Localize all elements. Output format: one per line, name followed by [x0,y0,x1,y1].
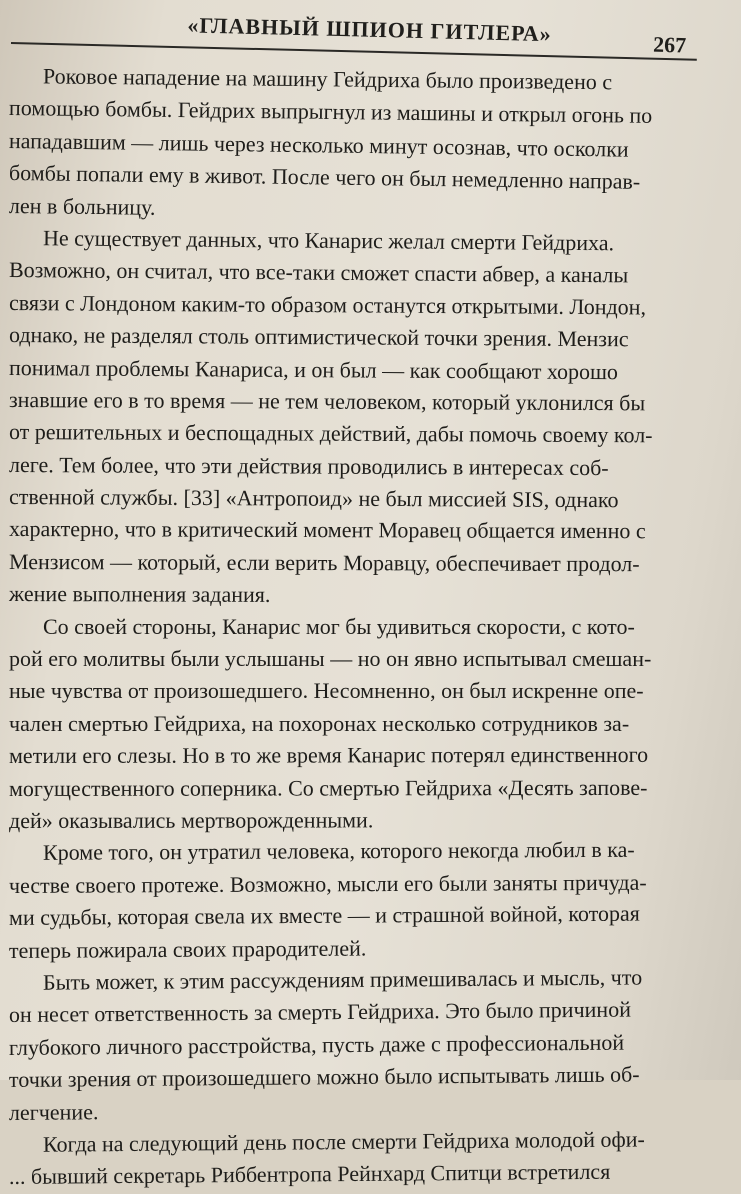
text-line: точки зрения от произошедшего можно было испытывать лишь об- [8,1061,640,1093]
text-line: легчение. [8,1098,99,1125]
text-line: знавшие его в то время — не тем человеком, который уклонился бы [8,386,646,416]
text-line: могущественного соперника. Со смертью Гейдриха «Десять запове- [8,774,648,801]
text-line: Кроме того, он утратил человека, которого некогда любил в ка- [42,837,635,866]
text-line: Со своей стороны, Канарис мог бы удивиться скорости, с кото- [43,613,635,639]
text-line: Мензисом — который, если верить Моравцу, обеспечивает продол- [8,548,640,577]
text-line: однако, не разделял столь оптимистической точки зрения. Мензис [8,322,629,352]
header-rule [11,42,697,61]
text-line: глубокого личного расстройства, пусть даже с профессиональной [8,1029,625,1060]
text-line: дей» оказывались мертворожденными. [8,807,374,833]
text-line: нападавшим — лишь через несколько минут осознав, что осколки [8,127,629,162]
text-line: жение выполнения задания. [8,581,271,608]
text-line: от решительных и беспощадных действий, дабы помочь своему кол- [8,419,653,448]
text-line: метили его слезы. Но в то же время Канарис потерял единственного [8,742,649,769]
text-line: понимал проблемы Канариса, и он был — как сообщают хорошо [8,354,619,384]
text-line: связи с Лондоном каким-то образом останутся открытыми. Лондон, [8,289,647,320]
page-number: 267 [652,31,687,58]
text-line: ственной службы. [33] «Антропоид» не был миссией SIS, однако [8,484,619,513]
text-line: помощью бомбы. Гейдрих выпрыгнул из машины и открыл огонь по [8,95,653,129]
running-title: «ГЛАВНЫЙ ШПИОН ГИТЛЕРА» [187,12,553,47]
text-line: рой его молитвы были услышаны — но он явно испытывал смешан- [9,646,652,672]
text-line: бомбы попали ему в живот. После чего он был немедленно направ- [8,160,641,194]
text-line: ... бывший секретарь Риббентропа Рейнхард Спитци встретился [8,1159,611,1190]
running-head [11,2,702,69]
text-line: лен в больницу. [8,192,156,220]
body-text [9,60,741,1194]
text-line: Не существует данных, что Канарис желал смерти Гейдриха. [42,225,615,256]
text-line: ные чувства от произошедшего. Несомненно, он был искренне опе- [9,678,644,704]
text-line: чален смертью Гейдриха, на похоронах несколько сотрудников за- [9,710,630,736]
text-line: он несет ответственность за смерть Гейдриха. Это было причиной [8,996,632,1028]
text-line: Роковое нападение на машину Гейдриха было произведено с [42,63,613,95]
text-line: леге. Тем более, что эти действия проводились в интересах соб- [8,451,609,480]
text-line: честве своего протеже. Возможно, мысли его были заняты причуда- [8,869,647,898]
text-line: характерно, что в критический момент Моравец общается именно с [8,516,646,544]
text-line: Быть может, к этим рассуждениям примешивалась и мысль, что [42,964,643,995]
text-line: Когда на следующий день после смерти Гейдриха молодой офи- [42,1126,645,1157]
text-line: Возможно, он считал, что все-таки сможет спасти абвер, а каналы [8,257,629,288]
text-line: теперь пожирала своих прародителей. [8,935,367,963]
text-line: ми судьбы, которая свела их вместе — и страшной войной, которая [8,900,640,931]
